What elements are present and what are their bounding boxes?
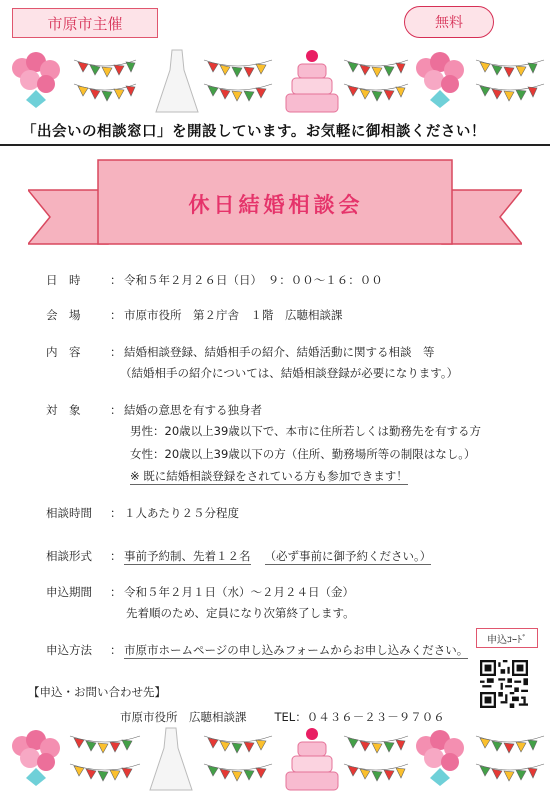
detail-label: 会 場 — [46, 308, 81, 322]
bunting-icon — [476, 60, 544, 101]
detail-target-note: ※ 既に結婚相談登録をされている方も参加できます！ — [130, 469, 408, 483]
bunting-icon — [476, 736, 544, 781]
contact-info — [120, 709, 445, 725]
intro-underline — [0, 144, 550, 146]
bunting-icon — [70, 736, 140, 781]
detail-value: 令和５年２月２６日（日） ９：００～１６：００ — [124, 273, 383, 287]
detail-value: 結婚の意思を有する独身者 — [124, 403, 262, 417]
detail-value: 事前予約制、先着１２名 — [124, 549, 251, 563]
detail-content: 内 容 ： 結婚相談登録、結婚相手の紹介、結婚活動に関する相談 等 — [46, 345, 435, 359]
bottom-decoration — [0, 724, 550, 798]
detail-target: 対 象 ： 結婚の意思を有する独身者 — [46, 403, 262, 417]
bouquet-icon — [416, 730, 464, 786]
detail-value: 市原市ホームページの申し込みフォームからお申し込みください。 — [124, 643, 469, 657]
detail-label: 相談形式 — [46, 549, 92, 563]
bouquet-icon — [416, 52, 464, 108]
detail-value: 市原市役所 第２庁舎 １階 広聴相談課 — [124, 308, 343, 322]
detail-value: 令和５年２月１日（水）～２月２４日（金） — [124, 585, 354, 599]
detail-extra: （必ず事前に御予約ください。） — [264, 549, 432, 563]
bunting-icon — [344, 60, 408, 101]
detail-label: 申込期間 — [46, 585, 92, 599]
qr-code-icon[interactable] — [480, 660, 528, 708]
detail-label: 内 容 — [46, 345, 81, 359]
detail-content-note: （結婚相手の紹介については、結婚相談登録が必要になります。） — [120, 366, 459, 380]
detail-format: 相談形式 ： 事前予約制、先着１２名 （必ず事前に御予約ください。） — [46, 549, 432, 563]
bunting-icon — [204, 736, 272, 781]
detail-period: 申込期間 ： 令和５年２月１日（水）～２月２４日（金） — [46, 585, 354, 599]
intro-text: 「出会いの相談窓口」を開設しています。お気軽に御相談ください！ — [22, 124, 486, 140]
wedding-dress-icon — [156, 50, 198, 112]
wedding-dress-icon — [150, 728, 192, 790]
wedding-cake-icon — [286, 50, 338, 112]
free-badge: 無料 — [404, 6, 494, 38]
detail-label: 対 象 — [46, 403, 81, 417]
bunting-icon — [344, 736, 408, 781]
detail-datetime: 日 時 ： 令和５年２月２６日（日） ９：００～１６：００ — [46, 273, 383, 287]
organizer-tag: 市原市主催 — [12, 8, 158, 38]
detail-venue: 会 場 ： 市原市役所 第２庁舎 １階 広聴相談課 — [46, 308, 343, 322]
contact-heading: 【申込・お問い合わせ先】 — [28, 685, 166, 699]
bunting-icon — [204, 60, 272, 101]
top-decoration — [0, 42, 550, 118]
bunting-icon — [74, 60, 136, 101]
bouquet-icon — [12, 52, 60, 108]
detail-value: 結婚相談登録、結婚相手の紹介、結婚活動に関する相談 等 — [124, 345, 435, 359]
detail-target-male: 男性：20歳以上39歳以下で、本市に住所若しくは勤務先を有する方 — [130, 424, 482, 438]
detail-period-note: 先着順のため、定員になり次第終了します。 — [126, 606, 355, 620]
contact-tel[interactable]: TEL：０４３６－２３－９７０６ — [274, 710, 445, 724]
detail-target-female: 女性：20歳以上39歳以下の方（住所、勤務場所等の制限はなし。） — [130, 447, 476, 461]
detail-value: １人あたり２５分程度 — [124, 506, 239, 520]
detail-label: 相談時間 — [46, 506, 92, 520]
qr-label: 申込ｺｰﾄﾞ — [476, 628, 538, 648]
event-title: 休日結婚相談会 — [188, 193, 364, 217]
detail-label: 申込方法 — [46, 643, 92, 657]
bouquet-icon — [12, 730, 60, 786]
detail-duration: 相談時間 ： １人あたり２５分程度 — [46, 506, 239, 520]
contact-office: 市原市役所 広聴相談課 — [120, 710, 247, 724]
wedding-cake-icon — [286, 728, 338, 790]
detail-label: 日 時 — [46, 273, 81, 287]
detail-method: 申込方法 ： 市原市ホームページの申し込みフォームからお申し込みください。 — [46, 643, 469, 657]
